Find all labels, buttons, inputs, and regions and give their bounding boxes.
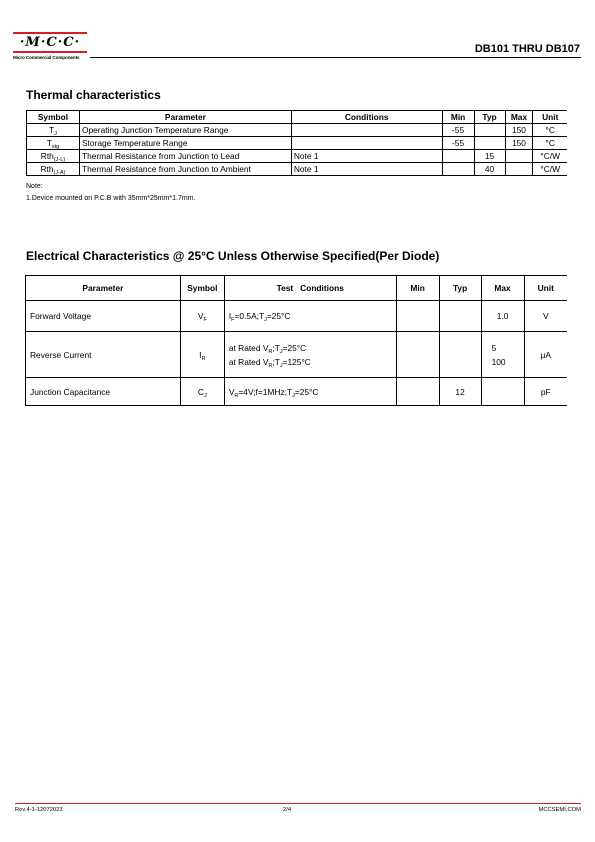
typ-cell: 40 bbox=[474, 163, 505, 176]
unit-cell: °C/W bbox=[533, 150, 567, 163]
unit-cell: °C bbox=[533, 124, 567, 137]
table-row bbox=[26, 378, 568, 406]
min-cell bbox=[396, 301, 439, 332]
unit-cell: μA bbox=[524, 332, 567, 378]
parameter-cell: Storage Temperature Range bbox=[79, 137, 291, 150]
max-cell: 150 bbox=[505, 137, 533, 150]
col-header: Typ bbox=[439, 276, 481, 301]
logo-mark: ·M·C·C· bbox=[19, 35, 81, 50]
conditions-cell bbox=[291, 137, 442, 150]
col-header: Min bbox=[442, 111, 474, 124]
col-header: Conditions bbox=[291, 111, 442, 124]
max-value: 5 bbox=[491, 342, 497, 353]
min-cell: -55 bbox=[442, 124, 474, 137]
table-row bbox=[27, 163, 568, 176]
col-header: Unit bbox=[524, 276, 567, 301]
unit-cell: pF bbox=[524, 378, 567, 406]
company-logo bbox=[13, 32, 89, 62]
parameter-cell: Thermal Resistance from Junction to Lead bbox=[79, 150, 291, 163]
col-header: Unit bbox=[533, 111, 567, 124]
logo-top-bar bbox=[13, 32, 87, 34]
document-title: DB101 THRU DB107 bbox=[474, 43, 580, 55]
typ-cell bbox=[439, 332, 481, 378]
typ-cell: 12 bbox=[439, 378, 481, 406]
electrical-table bbox=[25, 275, 567, 406]
thermal-table bbox=[26, 110, 567, 176]
page-number: 2/4 bbox=[283, 807, 292, 813]
test-conditions-cell: $V_R=4V;f=1MHz;T_J=25^\circ C$ bbox=[224, 378, 396, 406]
min-cell bbox=[442, 150, 474, 163]
min-cell: -55 bbox=[442, 137, 474, 150]
conditions-cell: Note 1 bbox=[291, 163, 442, 176]
table-row bbox=[26, 332, 568, 378]
header-divider bbox=[90, 57, 581, 58]
parameter-cell: Operating Junction Temperature Range bbox=[79, 124, 291, 137]
electrical-section-title: Electrical Characteristics @ 25°C Unless Otherwise Specified(Per Diode) bbox=[26, 249, 440, 263]
website-text: MCCSEMI.COM bbox=[538, 807, 581, 813]
symbol-cell: Rth$_{(J-L)}$ bbox=[27, 150, 80, 163]
symbol-cell: $V_F$ bbox=[180, 301, 224, 332]
unit-cell: V bbox=[524, 301, 567, 332]
max-cell: 150 bbox=[505, 124, 533, 137]
col-header: Parameter bbox=[79, 111, 291, 124]
revision-text: Rev.4-1-12072023 bbox=[15, 807, 63, 813]
parameter-cell: Forward Voltage bbox=[26, 301, 181, 332]
parameter-cell: Reverse Current bbox=[26, 332, 181, 378]
condition-line: at Rated $V_R;T_J=125^\circ C$ bbox=[228, 356, 311, 369]
symbol-cell: Rth$_{(J-A)}$ bbox=[27, 163, 80, 176]
thermal-header-row bbox=[27, 111, 568, 124]
unit-cell: °C bbox=[533, 137, 567, 150]
table-row bbox=[27, 124, 568, 137]
col-header: Typ bbox=[474, 111, 505, 124]
parameter-cell: Thermal Resistance from Junction to Ambient bbox=[79, 163, 291, 176]
conditions-cell: Note 1 bbox=[291, 150, 442, 163]
logo-subtitle: Micro Commercial Components bbox=[13, 55, 80, 60]
max-cell: 1.0 bbox=[481, 301, 524, 332]
note-label: Note: bbox=[26, 183, 43, 190]
col-header: Parameter bbox=[26, 276, 181, 301]
typ-cell bbox=[474, 137, 505, 150]
max-cell bbox=[481, 332, 524, 378]
typ-cell: 15 bbox=[474, 150, 505, 163]
max-cell bbox=[505, 163, 533, 176]
symbol-cell: $I_R$ bbox=[180, 332, 224, 378]
max-cell bbox=[505, 150, 533, 163]
col-header: Symbol bbox=[27, 111, 80, 124]
min-cell bbox=[396, 332, 439, 378]
min-cell bbox=[442, 163, 474, 176]
min-cell bbox=[396, 378, 439, 406]
note-text: 1.Device mounted on P.C.B with 35mm*25mm*1.7mm. bbox=[26, 195, 196, 202]
col-header: Symbol bbox=[180, 276, 224, 301]
table-row bbox=[26, 301, 568, 332]
table-row bbox=[27, 137, 568, 150]
condition-line: at Rated $V_R;T_J=25^\circ C$ bbox=[228, 342, 307, 355]
max-value: 100 bbox=[491, 356, 506, 367]
test-conditions-cell: $I_F=0.5A;T_J=25^\circ C$ bbox=[224, 301, 396, 332]
unit-cell: °C/W bbox=[533, 163, 567, 176]
symbol-cell: $C_J$ bbox=[180, 378, 224, 406]
typ-cell bbox=[474, 124, 505, 137]
typ-cell bbox=[439, 301, 481, 332]
logo-bottom-bar bbox=[13, 51, 87, 53]
symbol-cell: $T_{stg}$ bbox=[27, 137, 80, 150]
col-header: Test Conditions bbox=[224, 276, 396, 301]
col-header: Max bbox=[505, 111, 533, 124]
conditions-cell bbox=[291, 124, 442, 137]
table-row bbox=[27, 150, 568, 163]
symbol-cell: $T_J$ bbox=[27, 124, 80, 137]
col-header: Min bbox=[396, 276, 439, 301]
thermal-section-title: Thermal characteristics bbox=[26, 88, 161, 102]
max-cell bbox=[481, 378, 524, 406]
footer-divider bbox=[15, 803, 581, 804]
parameter-cell: Junction Capacitance bbox=[26, 378, 181, 406]
electrical-header-row bbox=[26, 276, 568, 301]
test-conditions-cell bbox=[224, 332, 396, 378]
col-header: Max bbox=[481, 276, 524, 301]
